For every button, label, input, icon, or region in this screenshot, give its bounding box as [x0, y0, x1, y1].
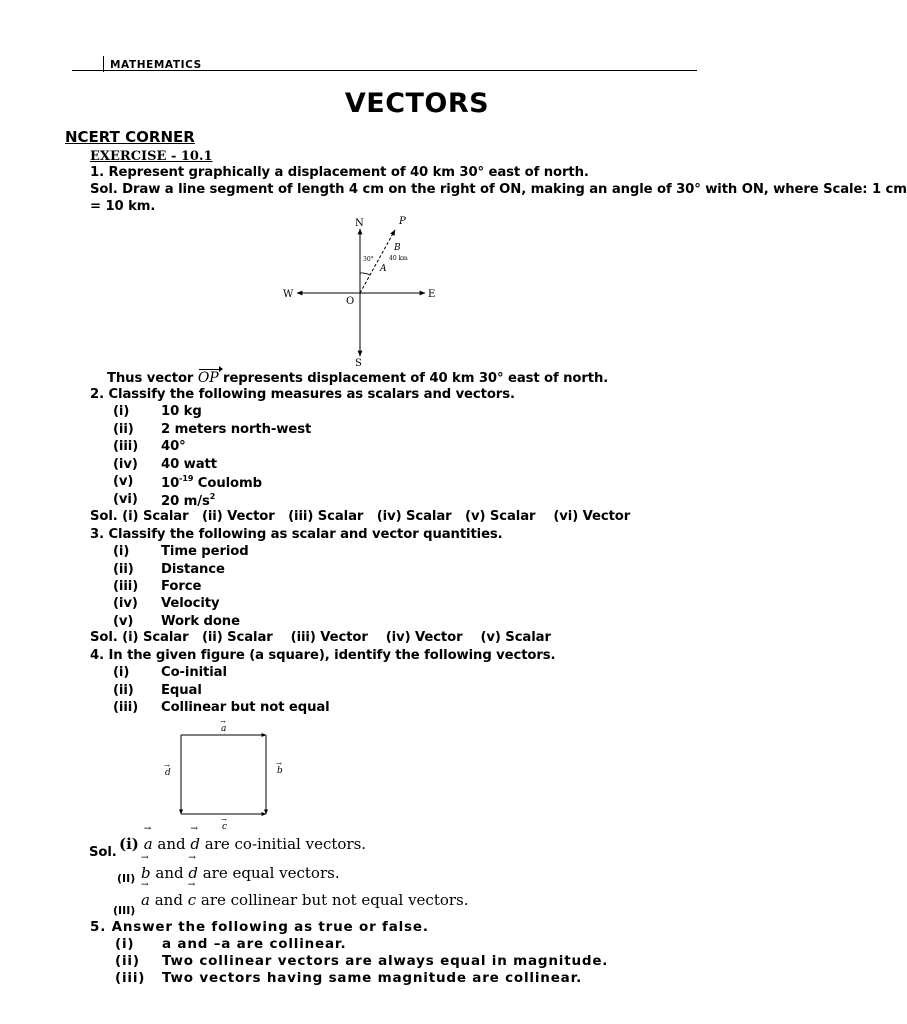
angle-arc [360, 273, 370, 275]
header-tick [103, 56, 104, 72]
q3-num-1: (i) [113, 544, 130, 559]
label-b: b [277, 766, 283, 776]
q2-num-5: (v) [113, 474, 134, 489]
q2-num-6: (vi) [113, 492, 138, 507]
q2-item-1: 10 kg [161, 404, 202, 419]
label-d: d [165, 768, 171, 778]
q2-item-6 [161, 492, 215, 509]
q2-num-3: (iii) [113, 439, 139, 454]
q1-solution-line1: Sol. Draw a line segment of length 4 cm on the right of ON, making an angle of 30° with ON, where Scale: 1 cm [90, 182, 907, 197]
square-figure [158, 716, 292, 836]
q3-item-5: Work done [161, 614, 240, 629]
label-c: c [222, 822, 228, 832]
q4-sol-ii-mid: and [150, 864, 189, 882]
q3-num-3: (iii) [113, 579, 139, 594]
exercise-heading: EXERCISE - 10.1 [90, 149, 213, 164]
label-n: N [355, 218, 364, 229]
label-b: B [394, 243, 401, 253]
q2-item-6-exp: 2 [209, 492, 216, 501]
label-e: E [428, 289, 436, 300]
q4-sol-iii [141, 891, 469, 909]
q4-sol-iii-v1: → a [141, 891, 150, 909]
label-w: W [283, 289, 294, 300]
q4-sol-ii-v1: → b [141, 864, 151, 882]
q3-item-3: Force [161, 579, 202, 594]
q4-num-2: (ii) [113, 683, 134, 698]
q2-item-3: 40° [161, 439, 186, 454]
section-heading: NCERT CORNER [65, 128, 195, 146]
q4-sol-ii-tail: are equal vectors. [197, 864, 340, 882]
q3-item-1: Time period [161, 544, 249, 559]
q3-item-2: Distance [161, 562, 225, 577]
q1-conclusion-post: represents displacement of 40 km 30° east of north. [218, 371, 609, 386]
label-angle: 30° [363, 256, 374, 263]
q4-sol-ii-v2: → d [188, 864, 198, 882]
arrow-d: → [164, 762, 170, 770]
q1-conclusion [107, 370, 608, 386]
q1-solution-line2: = 10 km. [90, 199, 156, 214]
q4-sol-ii [141, 864, 340, 882]
q2-item-5 [161, 474, 262, 491]
compass-figure [280, 212, 440, 370]
q2-item-4: 40 watt [161, 457, 217, 472]
label-a: A [380, 264, 387, 274]
q5-item-2: Two collinear vectors are always equal in magnitude. [162, 953, 609, 969]
q3-num-2: (ii) [113, 562, 134, 577]
q4-item-1: Co-initial [161, 665, 227, 680]
q5-num-2: (ii) [115, 953, 140, 969]
q4-sol-ii-num: (II) [117, 872, 136, 885]
q2-item-2: 2 meters north-west [161, 422, 312, 437]
q2-num-1: (i) [113, 404, 130, 419]
q2-item-6-base: 20 m/s [161, 494, 210, 509]
q4-num-3: (iii) [113, 700, 139, 715]
q4-item-2: Equal [161, 683, 202, 698]
q4-sol-label: Sol. [89, 845, 117, 860]
q2-solution: Sol. (i) Scalar (ii) Vector (iii) Scalar (iv) Scalar (v) Scalar (vi) Vector [90, 509, 631, 524]
q2-num-4: (iv) [113, 457, 138, 472]
q5-item-3: Two vectors having same magnitude are collinear. [162, 970, 583, 986]
q3-item-4: Velocity [161, 596, 220, 611]
q3-solution: Sol. (i) Scalar (ii) Scalar (iii) Vector (iv) Vector (v) Scalar [90, 630, 551, 645]
q4-num-1: (i) [113, 665, 130, 680]
q5-num-3: (iii) [115, 970, 146, 986]
q4-sol-i [119, 835, 366, 853]
q4-sol-i-mid: and [152, 835, 191, 853]
q5-num-1: (i) [115, 936, 135, 952]
label-o: O [346, 296, 355, 307]
q2-item-5-exp: -19 [179, 474, 194, 483]
q4-sol-i-tail: are co-initial vectors. [200, 835, 367, 853]
q2-item-5-tail: Coulomb [193, 476, 262, 491]
op-vector: OP [197, 370, 219, 386]
q4-sol-i-v2: → d [190, 835, 200, 853]
arrow-a: → [220, 718, 226, 726]
q5-item-1: a and –a are collinear. [162, 936, 347, 952]
q3-num-4: (iv) [113, 596, 138, 611]
label-distance: 40 km [389, 255, 408, 262]
label-s: S [355, 358, 362, 369]
q4-sol-iii-mid: and [149, 891, 188, 909]
label-p: P [399, 216, 406, 227]
q4-question: 4. In the given figure (a square), identify the following vectors. [90, 648, 556, 663]
arrow-c: → [221, 816, 227, 824]
label-a: a [221, 724, 227, 734]
q1-question: 1. Represent graphically a displacement of 40 km 30° east of north. [90, 165, 589, 180]
page-title: VECTORS [344, 88, 490, 119]
arrow-b: → [276, 760, 282, 768]
q3-question: 3. Classify the following as scalar and vector quantities. [90, 527, 503, 542]
q2-num-2: (ii) [113, 422, 134, 437]
q4-sol-i-num: (i) [119, 835, 139, 853]
q3-num-5: (v) [113, 614, 134, 629]
q4-sol-iii-num: (III) [113, 904, 136, 917]
q5-question: 5. Answer the following as true or false. [90, 919, 429, 935]
q4-item-3: Collinear but not equal [161, 700, 330, 715]
q4-sol-iii-v2: → c [188, 891, 196, 909]
q2-question: 2. Classify the following measures as scalars and vectors. [90, 387, 515, 402]
q1-conclusion-pre: Thus vector [107, 371, 198, 386]
q4-sol-iii-tail: are collinear but not equal vectors. [196, 891, 469, 909]
q4-sol-i-v1: → a [144, 835, 153, 853]
q2-item-5-base: 10 [161, 476, 180, 491]
header-subject: MATHEMATICS [110, 59, 202, 71]
